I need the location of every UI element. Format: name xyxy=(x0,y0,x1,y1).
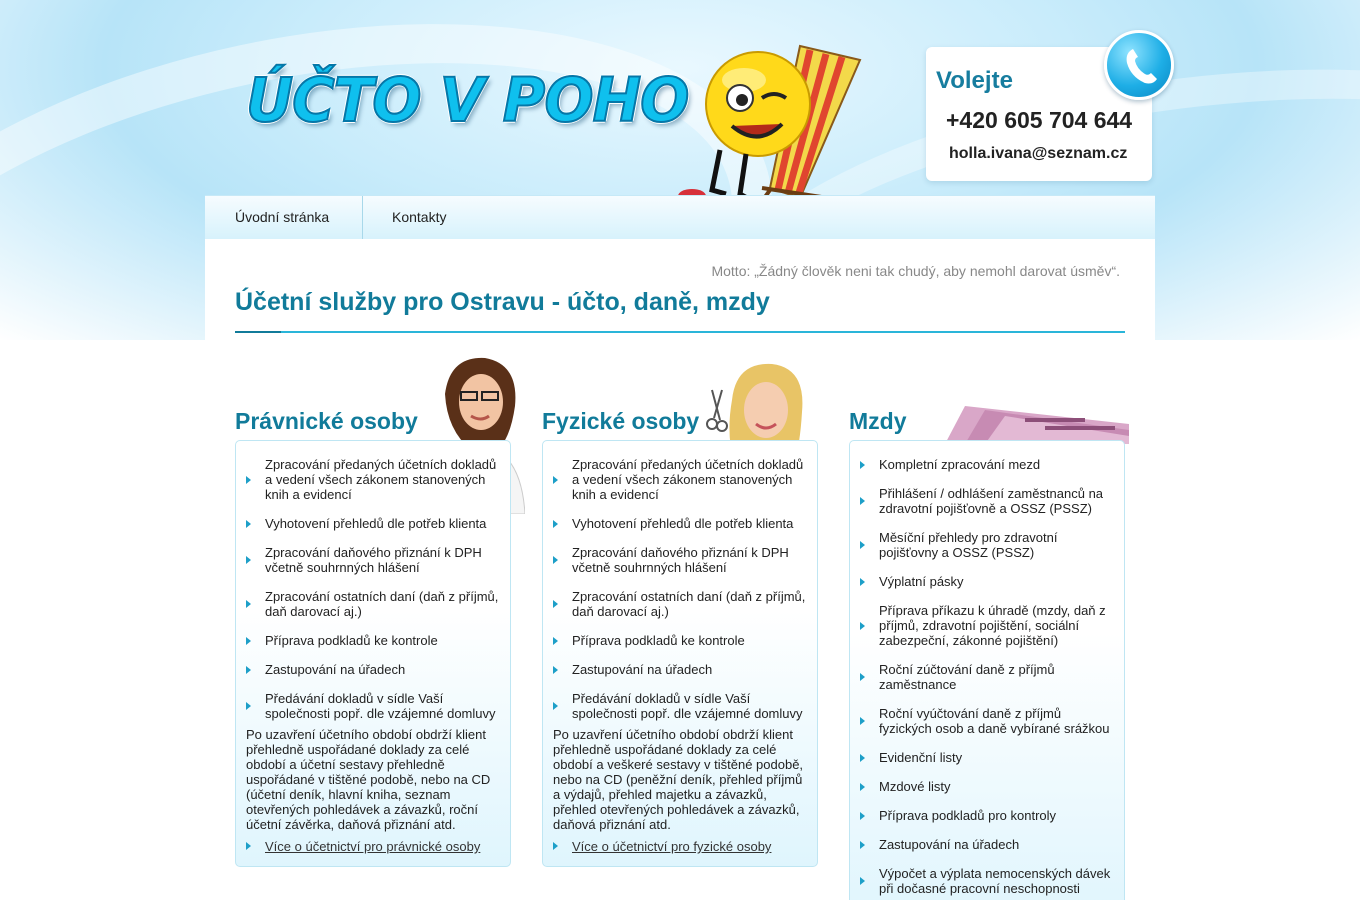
list-item: Mzdové listy xyxy=(860,779,1114,794)
bullet-arrow-icon xyxy=(860,812,865,820)
bullet-arrow-icon xyxy=(246,556,251,564)
motto: Motto: „Žádný člověk neni tak chudý, aby nemohl darovat úsměv“. xyxy=(711,263,1120,279)
bullet-arrow-icon xyxy=(553,842,558,850)
list-item: Vyhotovení přehledů dle potřeb klienta xyxy=(246,516,500,531)
more-link-legal-entities[interactable]: Více o účetnictví pro právnické osoby xyxy=(246,839,500,854)
banknotes-photo xyxy=(935,400,1129,444)
column-box xyxy=(235,440,511,867)
nav-item-contacts[interactable]: Kontakty xyxy=(392,209,447,225)
bullet-arrow-icon xyxy=(553,666,558,674)
list-item: Předávání dokladů v sídle Vaší společnosti popř. dle vzájemné domluvy xyxy=(246,691,500,721)
bullet-arrow-icon xyxy=(860,717,865,725)
bullet-arrow-icon xyxy=(860,497,865,505)
contact-phone[interactable]: +420 605 704 644 xyxy=(946,107,1133,133)
column-paragraph: Po uzavření účetního období obdrží klient přehledně uspořádané doklady za celé období a veškeré sestavy v tištěné podobě, nebo na CD (peněžní deník, přehled příjmů a výdajů, přehled majetku a závazků, přehled otevřených pohledávek a závazků, daňová přiznání atd. xyxy=(553,727,804,832)
column-box xyxy=(542,440,818,867)
site-logo[interactable]: ÚČTO V POHO xyxy=(246,64,689,136)
list-item: Vyhotovení přehledů dle potřeb klienta xyxy=(553,516,807,531)
list-item: Příprava podkladů ke kontrole xyxy=(553,633,807,648)
bullet-arrow-icon xyxy=(246,520,251,528)
page-title: Účetní služby pro Ostravu - účto, daně, mzdy xyxy=(235,288,770,316)
bullet-arrow-icon xyxy=(553,520,558,528)
column-paragraph: Po uzavření účetního období obdrží klient přehledně uspořádané doklady za celé období a účetní sestavy přehledně uspořádané v tištěné podobě, nebo na CD (účetní deník, hlavní kniha, seznam otevřených pohledávek a závazků, roční účetní závěrka, daňová přiznání atd. xyxy=(246,727,491,832)
list-item: Roční vyúčtování daně z příjmů fyzických osob a daně vybírané srážkou xyxy=(860,706,1114,736)
column-title: Fyzické osoby xyxy=(542,408,700,434)
list-item: Zpracování daňového přiznání k DPH včetně souhrnných hlášení xyxy=(553,545,807,575)
bullet-arrow-icon xyxy=(860,622,865,630)
bullet-arrow-icon xyxy=(860,841,865,849)
list-item: Příprava příkazu k úhradě (mzdy, daň z příjmů, zdravotní pojištění, sociální zabezpeční, zákonné pojištění) xyxy=(860,603,1114,648)
list-item: Zastupování na úřadech xyxy=(553,662,807,677)
bullet-arrow-icon xyxy=(246,666,251,674)
list-item: Zpracování ostatních daní (daň z příjmů, daň darovací aj.) xyxy=(246,589,500,619)
column-title: Právnické osoby xyxy=(235,408,418,434)
bullet-arrow-icon xyxy=(246,600,251,608)
list-item: Roční zúčtování daně z příjmů zaměstnance xyxy=(860,662,1114,692)
bullet-arrow-icon xyxy=(553,476,558,484)
contact-email[interactable]: holla.ivana@seznam.cz xyxy=(949,145,1128,162)
contact-title: Volejte xyxy=(936,67,1013,94)
list-item: Zpracování předaných účetních dokladů a vedení všech zákonem stanovených knih a evidencí xyxy=(553,457,807,502)
bullet-arrow-icon xyxy=(553,600,558,608)
list-item: Příprava podkladů ke kontrole xyxy=(246,633,500,648)
nav-divider xyxy=(362,196,363,240)
list-item: Zpracování daňového přiznání k DPH včetně souhrnných hlášení xyxy=(246,545,500,575)
main-navigation xyxy=(205,195,1155,239)
bullet-arrow-icon xyxy=(246,476,251,484)
list-item: Zpracování ostatních daní (daň z příjmů, daň darovací aj.) xyxy=(553,589,807,619)
bullet-arrow-icon xyxy=(860,541,865,549)
column-box xyxy=(849,440,1125,900)
list-item: Příprava podkladů pro kontroly xyxy=(860,808,1114,823)
list-item: Zastupování na úřadech xyxy=(246,662,500,677)
list-item: Přihlášení / odhlášení zaměstnanců na zdravotní pojišťovně a OSSZ (PSSZ) xyxy=(860,486,1114,516)
list-item: Výplatní pásky xyxy=(860,574,1114,589)
bullet-arrow-icon xyxy=(553,702,558,710)
main-content xyxy=(205,239,1155,900)
list-item: Kompletní zpracování mezd xyxy=(860,457,1114,472)
bullet-arrow-icon xyxy=(860,578,865,586)
bullet-arrow-icon xyxy=(553,556,558,564)
bullet-arrow-icon xyxy=(860,754,865,762)
bullet-arrow-icon xyxy=(860,877,865,885)
bullet-arrow-icon xyxy=(246,637,251,645)
nav-item-home[interactable]: Úvodní stránka xyxy=(235,209,330,225)
mascot-illustration xyxy=(650,38,870,220)
bullet-arrow-icon xyxy=(860,783,865,791)
bullet-arrow-icon xyxy=(246,842,251,850)
bullet-arrow-icon xyxy=(553,637,558,645)
list-item: Měsíční přehledy pro zdravotní pojišťovny a OSSZ (PSSZ) xyxy=(860,530,1114,560)
list-item: Předávání dokladů v sídle Vaší společnosti popř. dle vzájemné domluvy xyxy=(553,691,807,721)
list-item: Zpracování předaných účetních dokladů a vedení všech zákonem stanovených knih a evidencí xyxy=(246,457,500,502)
title-divider xyxy=(235,331,1125,333)
list-item: Evidenční listy xyxy=(860,750,1114,765)
bullet-arrow-icon xyxy=(246,702,251,710)
column-title: Mzdy xyxy=(849,408,907,434)
smiley-face xyxy=(706,52,810,156)
bullet-arrow-icon xyxy=(860,673,865,681)
bullet-arrow-icon xyxy=(860,461,865,469)
phone-icon xyxy=(1104,30,1174,100)
more-link-natural-persons[interactable]: Více o účetnictví pro fyzické osoby xyxy=(553,839,807,854)
list-item: Zastupování na úřadech xyxy=(860,837,1114,852)
list-item: Výpočet a výplata nemocenských dávek při dočasné pracovní neschopnosti xyxy=(860,866,1114,896)
